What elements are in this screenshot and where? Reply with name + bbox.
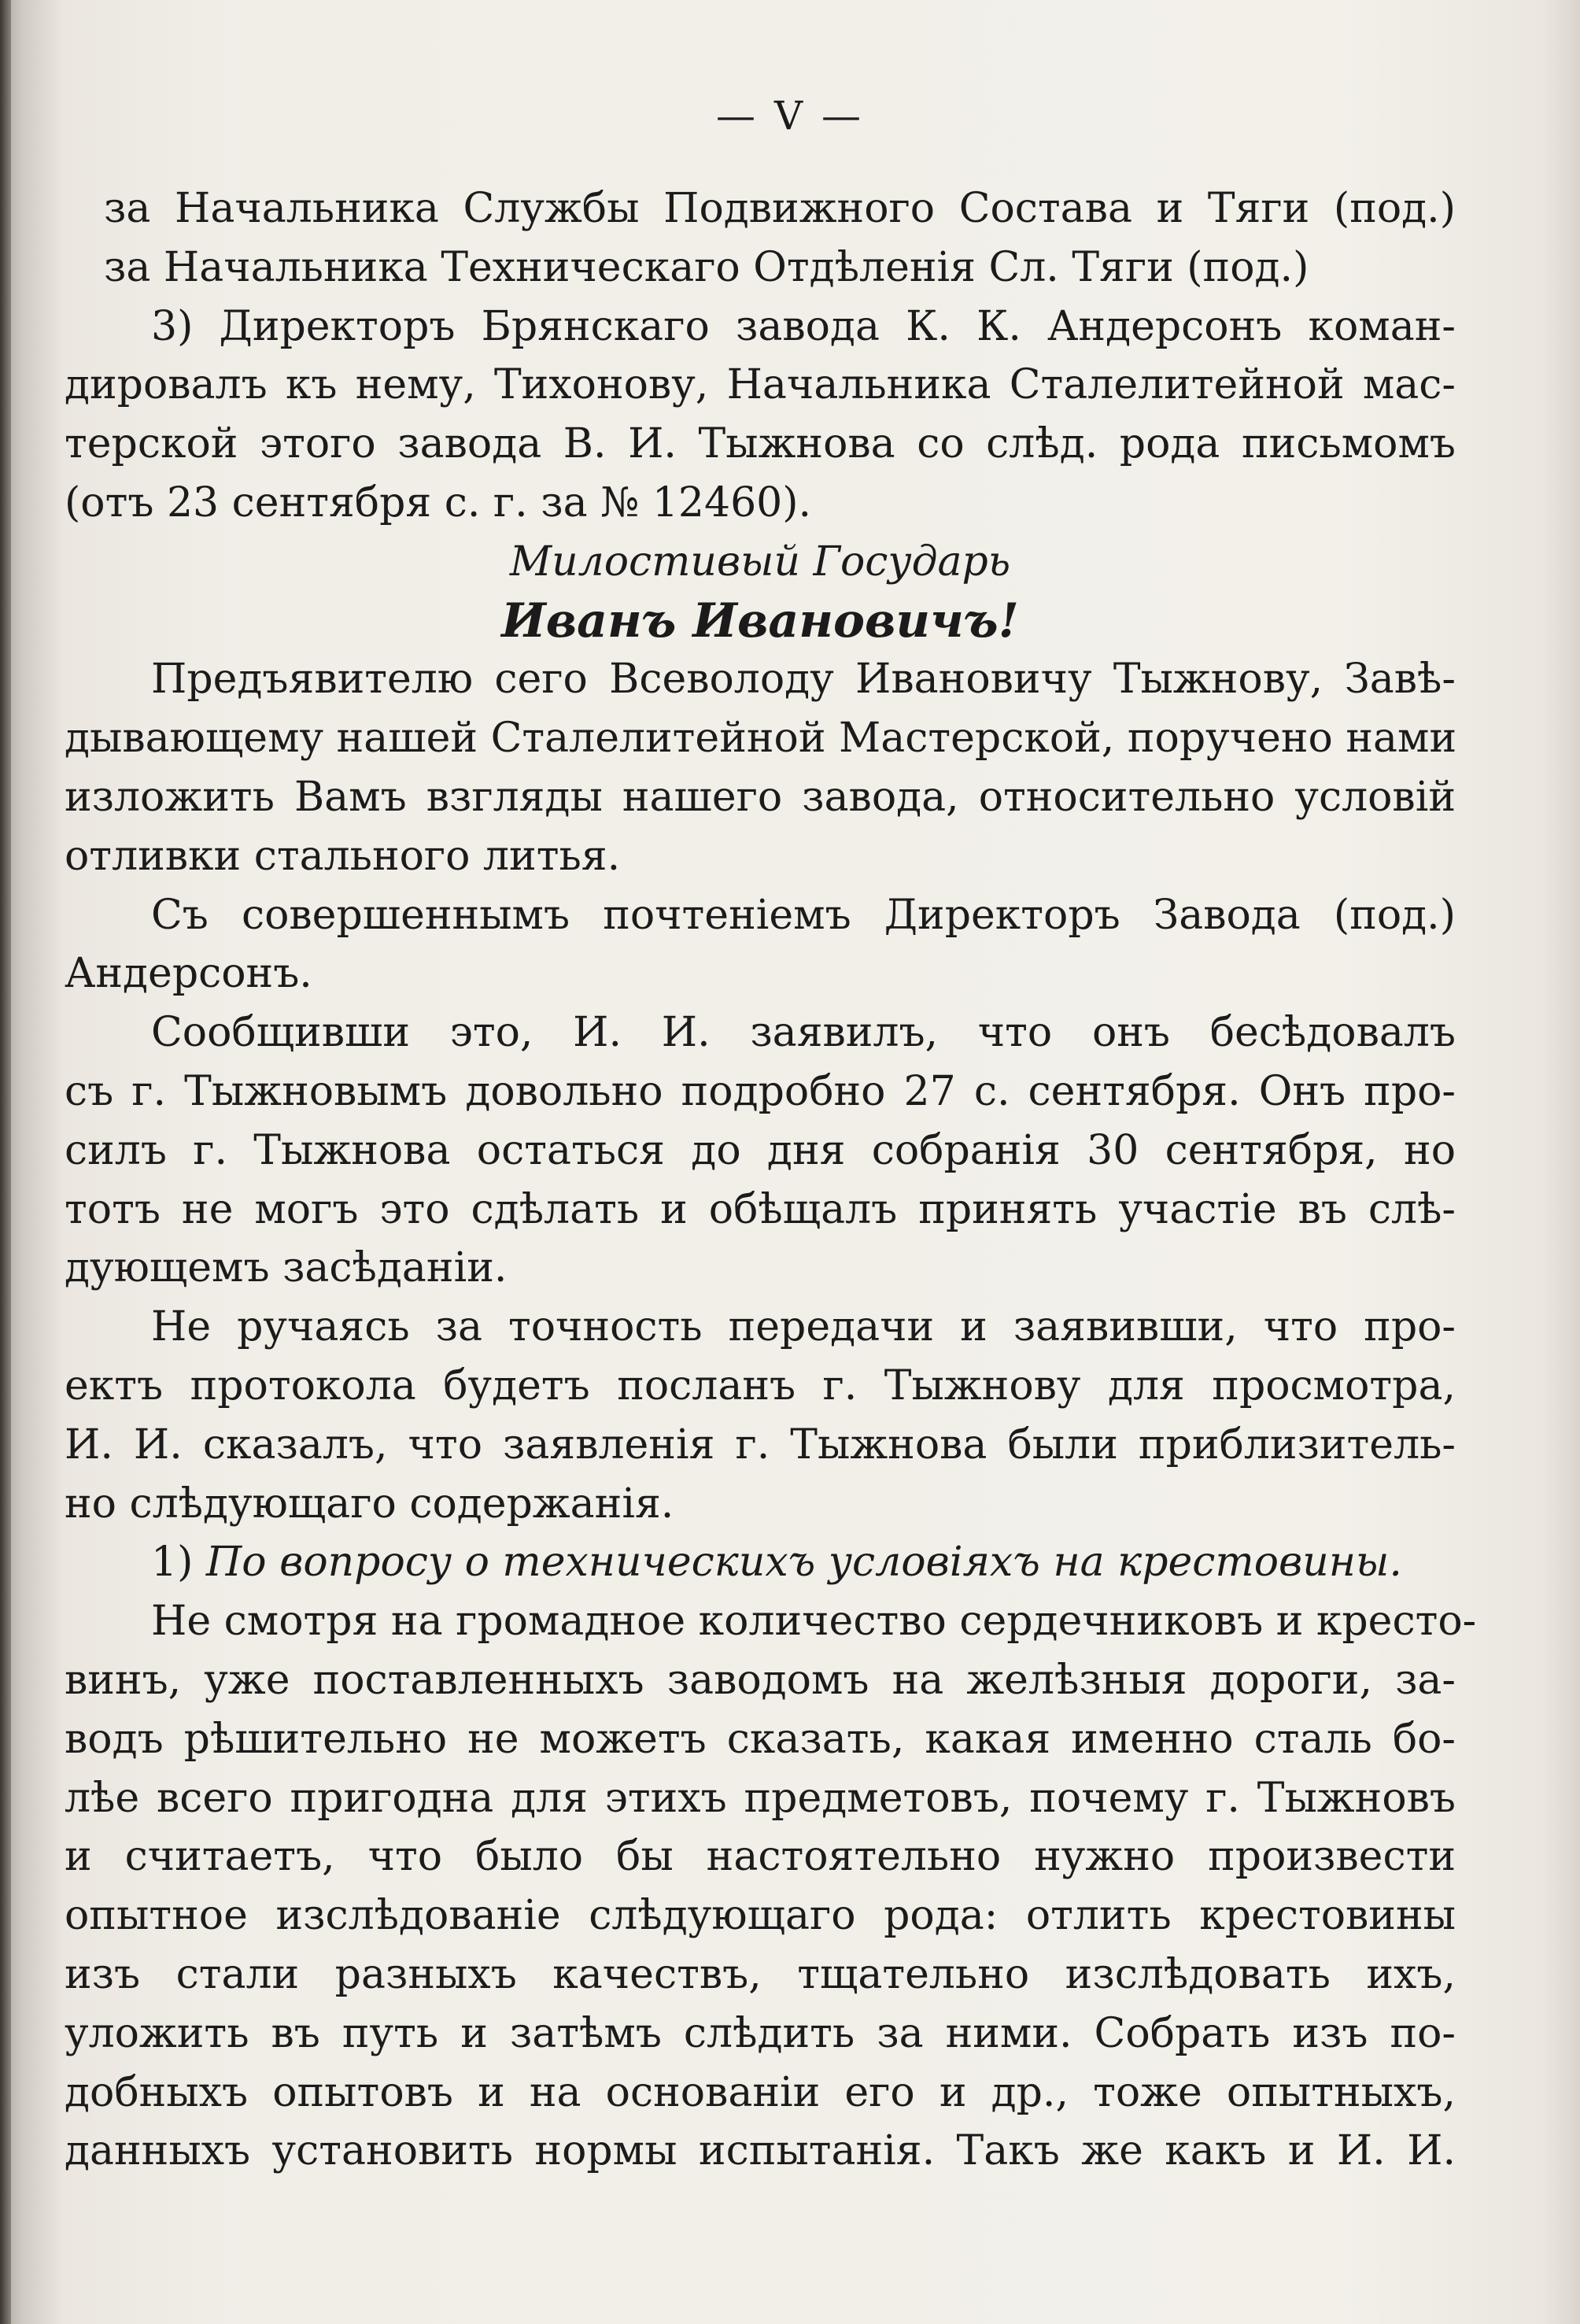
- text-line: 3) Директоръ Брянскаго завода К. К. Андерсонъ коман-: [151, 302, 1456, 350]
- text-line: дировалъ къ нему, Тихонову, Начальника Сталелитейной мас-: [65, 361, 1456, 409]
- page-binding-edge: [0, 0, 11, 2324]
- text-line: добныхъ опытовъ и на основаніи его и др., тоже опытныхъ,: [65, 2068, 1456, 2116]
- text-line: данныхъ установить нормы испытанія. Такъ же какъ и И. И.: [65, 2127, 1456, 2175]
- text-line: силъ г. Тыжнова остаться до дня собранія 30 сентября, но: [65, 1126, 1456, 1174]
- text-line: дывающему нашей Сталелитейной Мастерской, поручено нами: [65, 715, 1457, 763]
- text-line: Не ручаясь за точность передачи и заявивши, что про-: [151, 1303, 1456, 1351]
- text-line: изъ стали разныхъ качествъ, тщательно изслѣдовать ихъ,: [65, 1950, 1456, 1998]
- text-line: лѣе всего пригодна для этихъ предметовъ, почему г. Тыжновъ: [65, 1774, 1456, 1822]
- section-number: 1): [151, 1539, 206, 1587]
- section-heading: [65, 1533, 1456, 1592]
- text-line: дующемъ засѣданіи.: [65, 1244, 508, 1292]
- page-number: — V —: [716, 93, 864, 139]
- text-line: но слѣдующаго содержанія.: [65, 1480, 674, 1528]
- text-line: за Начальника Техническаго Отдѣленія Сл. Тяги (под.): [104, 243, 1309, 291]
- text-line: (отъ 23 сентября с. г. за № 12460).: [65, 478, 812, 527]
- text-line: отливки стального литья.: [65, 832, 621, 880]
- text-line: Съ совершеннымъ почтеніемъ Директоръ Завода (под.): [151, 891, 1456, 939]
- salutation-line: Милостивый Государь: [509, 538, 1011, 586]
- text-line: съ г. Тыжновымъ довольно подробно 27 с. сентября. Онъ про-: [65, 1067, 1456, 1115]
- text-line: изложить Вамъ взгляды нашего завода, относительно условій: [65, 773, 1456, 821]
- text-line: и считаетъ, что было бы настоятельно нужно произвести: [65, 1833, 1456, 1881]
- text-line: уложить въ путь и затѣмъ слѣдить за ними. Собрать изъ по-: [65, 2009, 1456, 2057]
- text-line: водъ рѣшительно не можетъ сказать, какая именно сталь бо-: [65, 1715, 1456, 1763]
- text-line: за Начальника Службы Подвижного Состава и Тяги (под.): [104, 185, 1456, 232]
- text-line: терской этого завода В. И. Тыжнова со слѣд. рода письмомъ: [65, 420, 1456, 468]
- text-line: опытное изслѣдованіе слѣдующаго рода: отлить крестовины: [65, 1892, 1456, 1940]
- text-line: тотъ не могъ это сдѣлать и обѣщалъ принять участіе въ слѣ-: [65, 1185, 1456, 1233]
- text-line: Сообщивши это, И. И. заявилъ, что онъ бесѣдовалъ: [151, 1009, 1456, 1057]
- text-line: Андерсонъ.: [65, 950, 312, 998]
- text-line: ектъ протокола будетъ посланъ г. Тыжнову для просмотра,: [65, 1362, 1456, 1410]
- body-text: [65, 179, 1477, 2181]
- section-title: По вопросу о техническихъ условіяхъ на крестовины.: [205, 1539, 1402, 1587]
- text-line: Не смотря на громадное количество сердечниковъ и кресто-: [151, 1598, 1477, 1646]
- text-line: Предъявителю сего Всеволоду Ивановичу Тыжнову, Завѣ-: [151, 656, 1456, 704]
- salutation-name: Иванъ Ивановичъ!: [501, 593, 1019, 648]
- text-line: И. И. сказалъ, что заявленія г. Тыжнова были приблизитель-: [65, 1421, 1456, 1469]
- text-line: винъ, уже поставленныхъ заводомъ на желѣзныя дороги, за-: [65, 1656, 1456, 1704]
